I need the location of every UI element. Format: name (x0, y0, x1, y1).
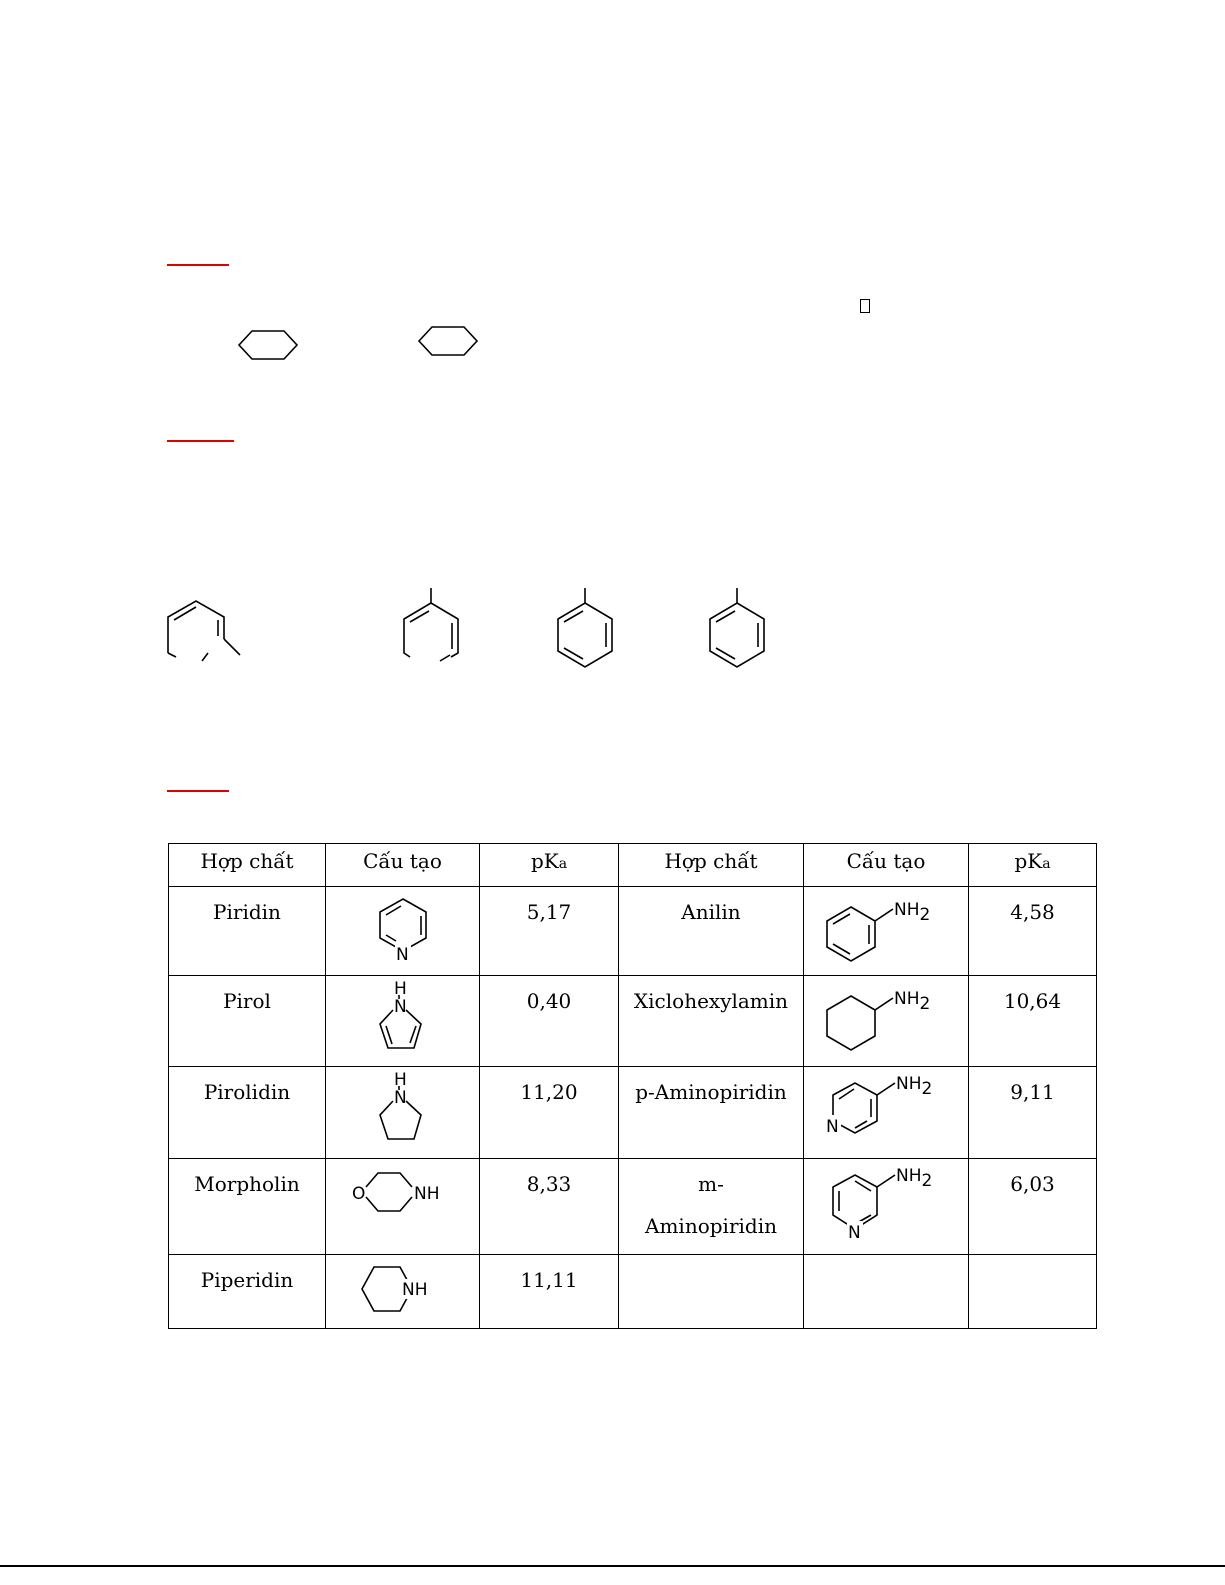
aniline-icon (821, 889, 951, 969)
svg-text:NH2: NH2 (894, 989, 931, 1014)
pka-value: 11,11 (480, 1255, 619, 1329)
svg-text:NH2: NH2 (894, 900, 931, 925)
compound-name: Piridin (169, 887, 326, 976)
toluene-fragment-icon-2 (396, 585, 466, 667)
structure-cell (326, 1255, 480, 1329)
structure-cell (804, 887, 969, 976)
svg-text:N: N (393, 1088, 407, 1108)
compound-name: Piperidin (169, 1255, 326, 1329)
toluene-fragment-icon-1 (160, 595, 250, 665)
pka-table (168, 843, 1097, 1329)
toluene-icon-2 (702, 585, 772, 673)
section-marker-1 (167, 264, 229, 266)
page-bottom-rule (0, 1565, 1225, 1567)
compound-name: Xiclohexylamin (619, 976, 804, 1067)
pka-value (969, 1255, 1097, 1329)
table-row (169, 1067, 1097, 1159)
svg-text:H: H (393, 979, 407, 999)
structure-cell (326, 976, 480, 1067)
pka-value: 11,20 (480, 1067, 619, 1159)
toluene-icon-1 (550, 585, 620, 673)
cyclohexylamine-icon (821, 978, 951, 1060)
hexagon-ring-icon-1 (236, 328, 300, 362)
svg-text:H: H (393, 1070, 407, 1090)
structure-cell (326, 887, 480, 976)
compound-name: Pirol (169, 976, 326, 1067)
pyridine-icon (368, 889, 438, 969)
table-row (169, 976, 1097, 1067)
pka-value: 9,11 (969, 1067, 1097, 1159)
structure-cell (804, 1067, 969, 1159)
header-compound-right: Hợp chất (619, 844, 804, 887)
svg-text:NH: NH (401, 1280, 427, 1300)
compound-name: Anilin (619, 887, 804, 976)
compound-name (619, 1255, 804, 1329)
pka-value: 8,33 (480, 1159, 619, 1255)
missing-glyph-box (860, 299, 870, 313)
table-row (169, 1159, 1097, 1255)
svg-text:N: N (395, 945, 409, 965)
table-row (169, 1255, 1097, 1329)
table-row (169, 887, 1097, 976)
compound-name: m- Aminopiridin (619, 1159, 804, 1255)
structure-cell (804, 1255, 969, 1329)
svg-text:NH2: NH2 (896, 1074, 933, 1099)
svg-text:N: N (848, 1223, 861, 1243)
morpholine-icon (348, 1161, 458, 1233)
svg-text:NH2: NH2 (896, 1166, 933, 1191)
pka-value: 10,64 (969, 976, 1097, 1067)
section-marker-2 (167, 440, 234, 442)
svg-text:N: N (826, 1117, 839, 1137)
compound-name: p-Aminopiridin (619, 1067, 804, 1159)
structure-cell (804, 1159, 969, 1255)
svg-text:N: N (393, 997, 407, 1017)
svg-text:O: O (351, 1184, 365, 1204)
structure-cell (326, 1159, 480, 1255)
header-compound-left: Hợp chất (169, 844, 326, 887)
pyrrole-icon (368, 978, 438, 1060)
structure-cell (326, 1067, 480, 1159)
section-marker-3 (167, 790, 229, 792)
4-aminopyridine-icon (821, 1069, 951, 1151)
header-pka-right: pKa (969, 844, 1097, 887)
compound-name: Morpholin (169, 1159, 326, 1255)
3-aminopyridine-icon (821, 1161, 951, 1245)
structure-cell (804, 976, 969, 1067)
header-structure-left: Cấu tạo (326, 844, 480, 887)
piperidine-icon (348, 1257, 458, 1323)
pka-value: 6,03 (969, 1159, 1097, 1255)
pka-value: 5,17 (480, 887, 619, 976)
hexagon-ring-icon-2 (416, 324, 480, 358)
pyrrolidine-icon (368, 1069, 438, 1151)
header-structure-right: Cấu tạo (804, 844, 969, 887)
svg-text:NH: NH (413, 1184, 439, 1204)
pka-value: 4,58 (969, 887, 1097, 976)
header-pka-left: pKa (480, 844, 619, 887)
compound-name: Pirolidin (169, 1067, 326, 1159)
pka-value: 0,40 (480, 976, 619, 1067)
table-header-row (169, 844, 1097, 887)
